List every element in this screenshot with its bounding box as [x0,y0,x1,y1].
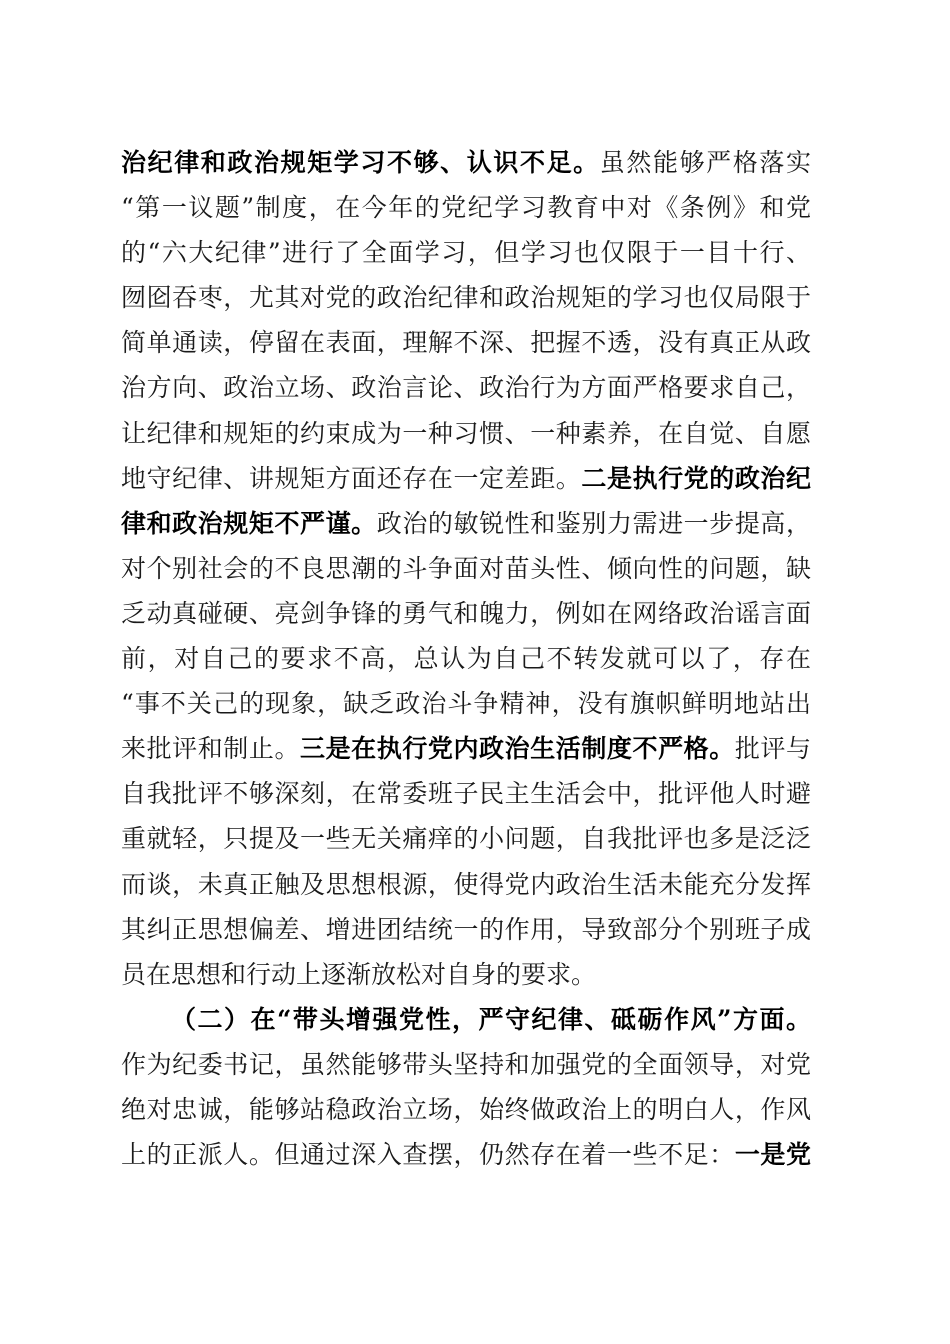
text-line [121,681,811,726]
text-line [121,546,811,591]
text-line [121,275,811,320]
text-run: 来批评和制止。 [121,734,301,764]
text-run: “第一议题”制度，在今年的党纪学习教育中对《条例》和党 [121,193,811,223]
text-run: 其纠正思想偏差、增进团结统一的作用，导致部分个别班子成 [121,914,811,944]
text-run: 绝对忠诚，能够站稳政治立场，始终做政治上的明白人，作风 [121,1094,811,1124]
text-line [121,816,811,861]
text-run: 自我批评不够深刻，在常委班子民主生活会中，批评他人时避 [121,779,811,809]
section-heading-text: （二）在“带头增强党性，严守纪律、砥砺作风”方面。 [171,1004,811,1034]
section-heading [121,997,811,1042]
text-line [121,636,811,681]
text-line [121,907,811,952]
bold-heading-text: 三是在执行党内政治生活制度不严格。 [300,734,735,764]
text-line [121,862,811,907]
text-line [121,365,811,410]
text-run: 的“六大纪律”进行了全面学习，但学习也仅限于一目十行、 [121,238,811,268]
text-line [121,185,811,230]
text-run: 重就轻，只提及一些无关痛痒的小问题，自我批评也多是泛泛 [121,824,811,854]
text-run: 政治的敏锐性和鉴别力需进一步提高， [376,508,811,538]
text-run: 治方向、政治立场、政治言论、政治行为方面严格要求自己， [121,373,811,403]
text-run: 前，对自己的要求不高，总认为自己不转发就可以了，存在 [121,644,811,674]
text-run: 简单通读，停留在表面，理解不深、把握不透，没有真正从政 [121,328,811,358]
text-run: 虽然能够严格落实 [599,148,811,177]
bold-heading-text: 律和政治规矩不严谨。 [121,508,377,538]
text-run: 批评与 [734,734,811,764]
text-run: 作为纪委书记，虽然能够带头坚持和加强党的全面领导，对党 [121,1049,811,1079]
text-run: “事不关己的现象，缺乏政治斗争精神，没有旗帜鲜明地站出 [121,689,811,719]
text-line [121,591,811,636]
text-run: 而谈，未真正触及思想根源，使得党内政治生活未能充分发挥 [121,869,811,899]
text-line [121,1042,811,1087]
text-run: 让纪律和规矩的约束成为一种习惯、一种素养，在自觉、自愿 [121,418,811,448]
text-run: 乏动真碰硬、亮剑争锋的勇气和魄力，例如在网络政治谣言面 [121,598,811,628]
text-line [121,411,811,456]
text-line [121,456,811,501]
text-line [121,952,811,997]
text-line [121,501,811,546]
text-run: 对个别社会的不良思潮的斗争面对苗头性、倾向性的问题，缺 [121,553,811,583]
text-run: 囫囵吞枣，尤其对党的政治纪律和政治规矩的学习也仅局限于 [121,283,811,313]
text-run: 上的正派人。但通过深入查摆，仍然存在着一些不足： [121,1140,735,1170]
text-run: 员在思想和行动上逐渐放松对自身的要求。 [121,959,597,989]
bold-heading-text: 二是执行党的政治纪 [581,463,811,493]
text-line [121,771,811,816]
text-line [121,726,811,771]
text-run: 地守纪律、讲规矩方面还存在一定差距。 [121,463,582,493]
text-line [121,230,811,275]
text-line [121,140,811,185]
text-line [121,1132,811,1177]
text-line [121,1087,811,1132]
bold-heading-text: 一是党 [734,1140,811,1170]
body-text [121,140,811,1177]
bold-heading-text: 治纪律和政治规矩学习不够、认识不足。 [121,148,600,177]
text-line [121,320,811,365]
